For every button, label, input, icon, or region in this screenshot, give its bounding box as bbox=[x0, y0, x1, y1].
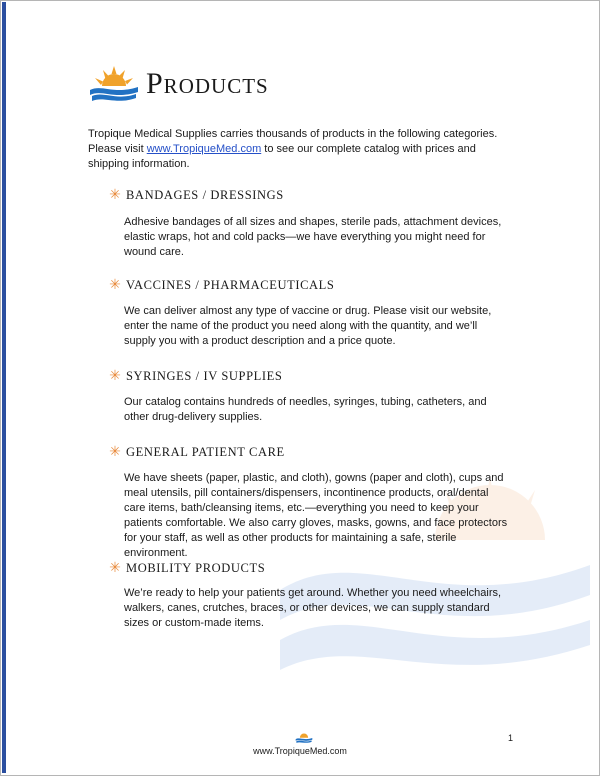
section-title: GENERAL PATIENT CARE bbox=[126, 444, 285, 459]
asterisk-bullet-icon: ✳ bbox=[109, 368, 121, 384]
section-heading-syringes bbox=[108, 367, 282, 385]
section-body-syringes: Our catalog contains hundreds of needles, syringes, tubing, catheters, and other drug-delivery supplies. bbox=[124, 396, 487, 423]
section-heading-vaccines bbox=[108, 276, 334, 294]
page-number: 1 bbox=[508, 733, 514, 743]
left-accent-rule bbox=[2, 2, 6, 773]
section-body-patient-care: We have sheets (paper, plastic, and cloth), gowns (paper and cloth), cups and meal utensils, pill containers/dispensers, incontinence products, oral/dental care items, bath/cleansing items, etc.—everything you need to keep your patients comfortable. We also carry gloves, masks, gowns, and face protectors for your staff, as well as other products for maintaining a safe, sterile environment. bbox=[124, 472, 508, 559]
section-title: MOBILITY PRODUCTS bbox=[126, 560, 266, 575]
section-heading-patient-care bbox=[108, 443, 285, 461]
asterisk-bullet-icon: ✳ bbox=[109, 444, 121, 460]
footer-logo-icon bbox=[295, 730, 313, 744]
section-title: BANDAGES / DRESSINGS bbox=[126, 187, 284, 202]
asterisk-bullet-icon: ✳ bbox=[109, 560, 121, 576]
intro-text-end: to see our complete catalog with prices and shipping information. bbox=[88, 143, 476, 170]
section-heading-mobility bbox=[108, 559, 265, 577]
page-header bbox=[88, 62, 269, 106]
section-body-mobility: We’re ready to help your patients get around. Whether you need wheelchairs, walkers, canes, crutches, braces, or other devices, we can supply standard sizes or custom-made items. bbox=[124, 587, 502, 629]
sun-waves-logo-icon bbox=[88, 64, 140, 104]
asterisk-bullet-icon: ✳ bbox=[109, 277, 121, 293]
section-title: SYRINGES / IV SUPPLIES bbox=[126, 368, 283, 383]
intro-text-start: Tropique Medical Supplies carries thousands of products in the following categories. Please visit bbox=[88, 128, 498, 155]
page-title: Products bbox=[146, 67, 269, 100]
website-link[interactable]: www.TropiqueMed.com bbox=[146, 143, 262, 155]
intro-paragraph bbox=[88, 127, 508, 172]
asterisk-bullet-icon: ✳ bbox=[109, 187, 121, 203]
section-title: VACCINES / PHARMACEUTICALS bbox=[126, 277, 335, 292]
section-body-vaccines: We can deliver almost any type of vaccine or drug. Please visit our website, enter the name of the product you need along with the quantity, and we’ll supply you with a product description and a price quote. bbox=[124, 305, 492, 347]
section-body-bandages: Adhesive bandages of all sizes and shapes, sterile pads, attachment devices, elastic wraps, hot and cold packs—we have everything you might need for wound care. bbox=[124, 216, 502, 258]
section-heading-bandages bbox=[108, 186, 284, 204]
footer-url: www.TropiqueMed.com bbox=[253, 746, 347, 756]
